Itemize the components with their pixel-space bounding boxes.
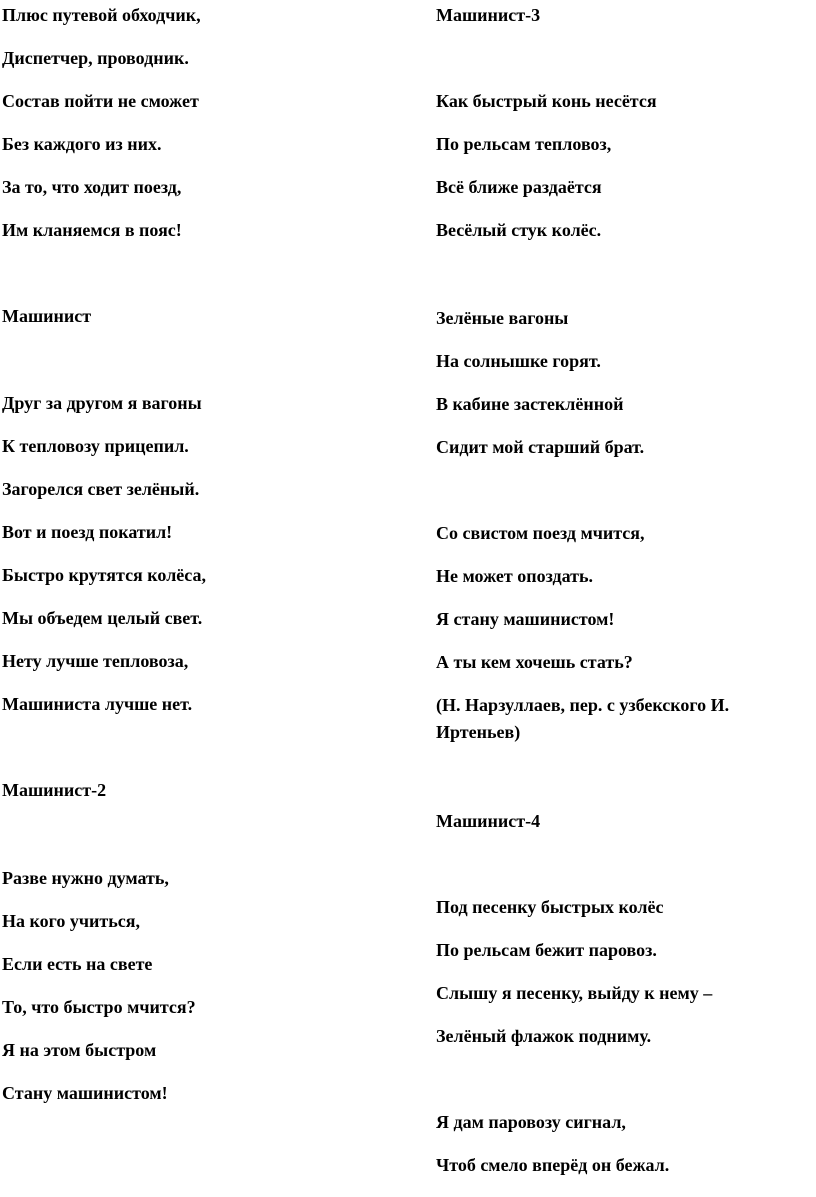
- poem-line: Я дам паровозу сигнал,: [436, 1112, 626, 1132]
- poem-line: К тепловозу прицепил.: [2, 436, 189, 456]
- poem-line: То, что быстро мчится?: [2, 997, 196, 1017]
- poem-attribution: Иртеньев): [436, 722, 521, 742]
- poem-line: Плюс путевой обходчик,: [2, 5, 201, 25]
- poem-line: Если есть на свете: [2, 954, 153, 974]
- poem-line: Разве нужно думать,: [2, 868, 169, 888]
- poem-line: По рельсам бежит паровоз.: [436, 940, 657, 960]
- poem-line: Без каждого из них.: [2, 134, 162, 154]
- poem-line: Как быстрый конь несётся: [436, 91, 657, 111]
- poem-line: На кого учиться,: [2, 911, 140, 931]
- poem-line: Я стану машинистом!: [436, 609, 615, 629]
- poem-line: Им кланяемся в пояс!: [2, 220, 182, 240]
- poem-line: Со свистом поезд мчится,: [436, 523, 645, 543]
- poem-line: Я на этом быстром: [2, 1040, 157, 1060]
- poem-title-mashinist-2: Машинист-2: [2, 780, 107, 800]
- poem-line: Весёлый стук колёс.: [436, 220, 602, 240]
- poem-line: Диспетчер, проводник.: [2, 48, 189, 68]
- poem-line: Под песенку быстрых колёс: [436, 897, 664, 917]
- poem-line: Быстро крутятся колёса,: [2, 565, 206, 585]
- poem-line: Вот и поезд покатил!: [2, 522, 173, 542]
- poem-title-mashinist: Машинист: [2, 306, 92, 326]
- poem-line: Слышу я песенку, выйду к нему –: [436, 983, 713, 1003]
- poem-line: Не может опоздать.: [436, 566, 593, 586]
- poem-line: Мы объедем целый свет.: [2, 608, 203, 628]
- poem-line: Друг за другом я вагоны: [2, 393, 202, 413]
- poem-line: Зелёный флажок подниму.: [436, 1026, 652, 1046]
- poem-line: Нету лучше тепловоза,: [2, 651, 189, 671]
- poem-line: А ты кем хочешь стать?: [436, 652, 633, 672]
- poem-title-mashinist-3: Машинист-3: [436, 5, 541, 25]
- poem-line: Сидит мой старший брат.: [436, 437, 645, 457]
- poem-line: За то, что ходит поезд,: [2, 177, 182, 197]
- poem-attribution: (Н. Нарзуллаев, пер. с узбекского И.: [436, 695, 730, 715]
- poem-line: Стану машинистом!: [2, 1083, 168, 1103]
- poem-line: В кабине застеклённой: [436, 394, 624, 414]
- poem-line: Чтоб смело вперёд он бежал.: [436, 1155, 670, 1175]
- poem-line: Всё ближе раздаётся: [436, 177, 602, 197]
- poem-line: Машиниста лучше нет.: [2, 694, 193, 714]
- poem-line: Зелёные вагоны: [436, 308, 569, 328]
- poem-line: По рельсам тепловоз,: [436, 134, 612, 154]
- poem-title-mashinist-4: Машинист-4: [436, 811, 541, 831]
- poem-line: Загорелся свет зелёный.: [2, 479, 200, 499]
- poem-line: На солнышке горят.: [436, 351, 601, 371]
- poem-line: Состав пойти не сможет: [2, 91, 199, 111]
